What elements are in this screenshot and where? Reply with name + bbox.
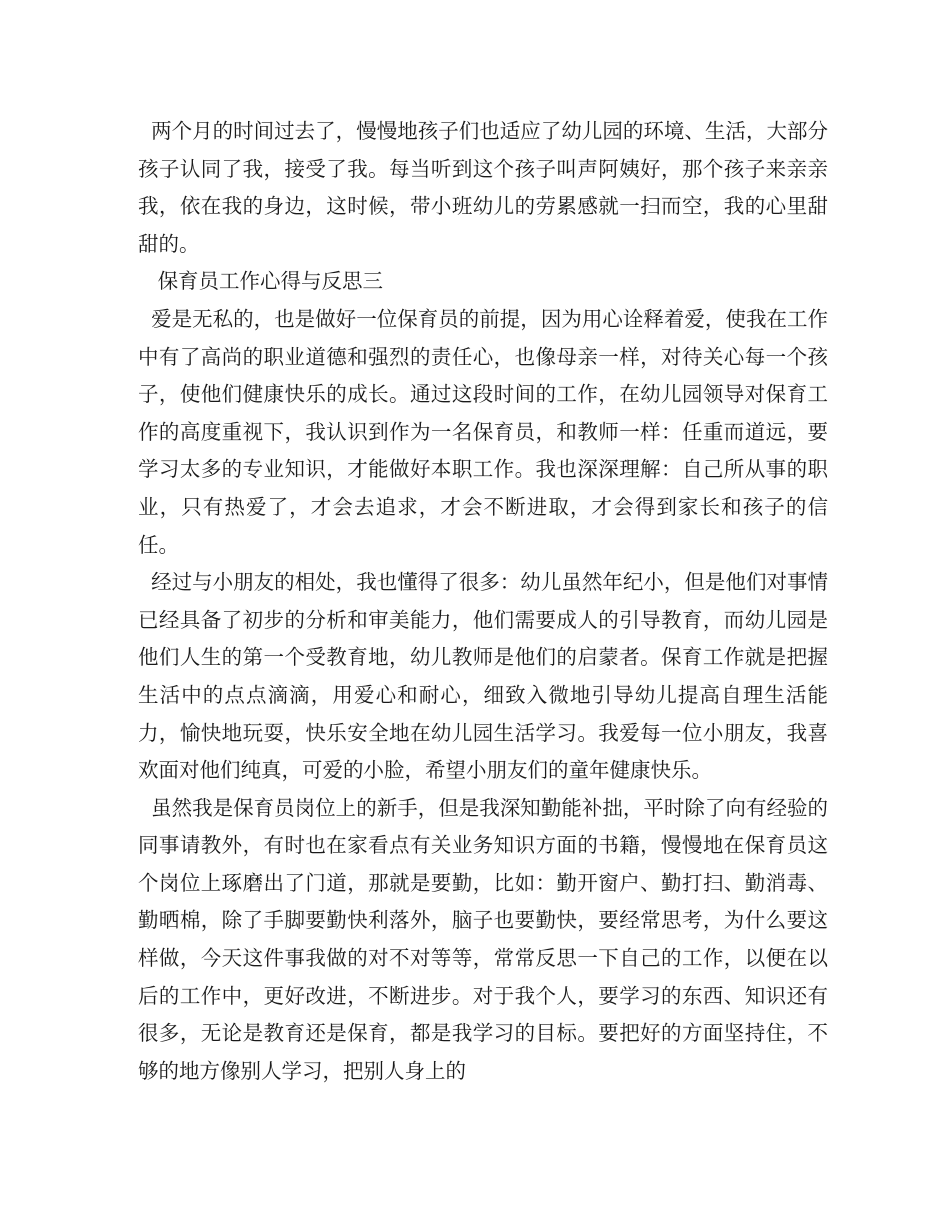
document-body <box>138 113 828 1090</box>
paragraph-1: 两个月的时间过去了，慢慢地孩子们也适应了幼儿园的环境、生活，大部分孩子认同了我，接受了我。每当听到这个孩子叫声阿姨好，那个孩子来亲亲我，依在我的身边，这时候，带小班幼儿的劳累感就一扫而空，我的心里甜甜的。 <box>138 119 828 256</box>
paragraph-2: 爱是无私的，也是做好一位保育员的前提，因为用心诠释着爱，使我在工作中有了高尚的职业道德和强烈的责任心，也像母亲一样，对待关心每一个孩子，使他们健康快乐的成长。通过这段时间的工作，在幼儿园领导对保育工作的高度重视下，我认识到作为一名保育员，和教师一样：任重而道远，要学习太多的专业知识，才能做好本职工作。我也深深理解：自己所从事的职业，只有热爱了，才会去追求，才会不断进取，才会得到家长和孩子的信任。 <box>138 306 828 557</box>
paragraph-3: 经过与小朋友的相处，我也懂得了很多：幼儿虽然年纪小，但是他们对事情已经具备了初步的分析和审美能力，他们需要成人的引导教育，而幼儿园是他们人生的第一个受教育地，幼儿教师是他们的启蒙者。保育工作就是把握生活中的点点滴滴，用爱心和耐心，细致入微地引导幼儿提高自理生活能力，愉快地玩耍，快乐安全地在幼儿园生活学习。我爱每一位小朋友，我喜欢面对他们纯真，可爱的小脸，希望小朋友们的童年健康快乐。 <box>138 570 828 783</box>
paragraph-4: 虽然我是保育员岗位上的新手，但是我深知勤能补拙，平时除了向有经验的同事请教外，有时也在家看点有关业务知识方面的书籍，慢慢地在保育员这个岗位上琢磨出了门道，那就是要勤，比如：勤开窗户、勤打扫、勤消毒、勤晒棉，除了手脚要勤快利落外，脑子也要勤快，要经常思考，为什么要这样做，今天这件事我做的对不对等等，常常反思一下自己的工作，以便在以后的工作中，更好改进，不断进步。对于我个人，要学习的东西、知识还有很多，无论是教育还是保育，都是我学习的目标。要把好的方面坚持住，不够的地方像别人学习，把别人身上的 <box>138 795 828 1083</box>
section-heading: 保育员工作心得与反思三 <box>138 269 384 294</box>
